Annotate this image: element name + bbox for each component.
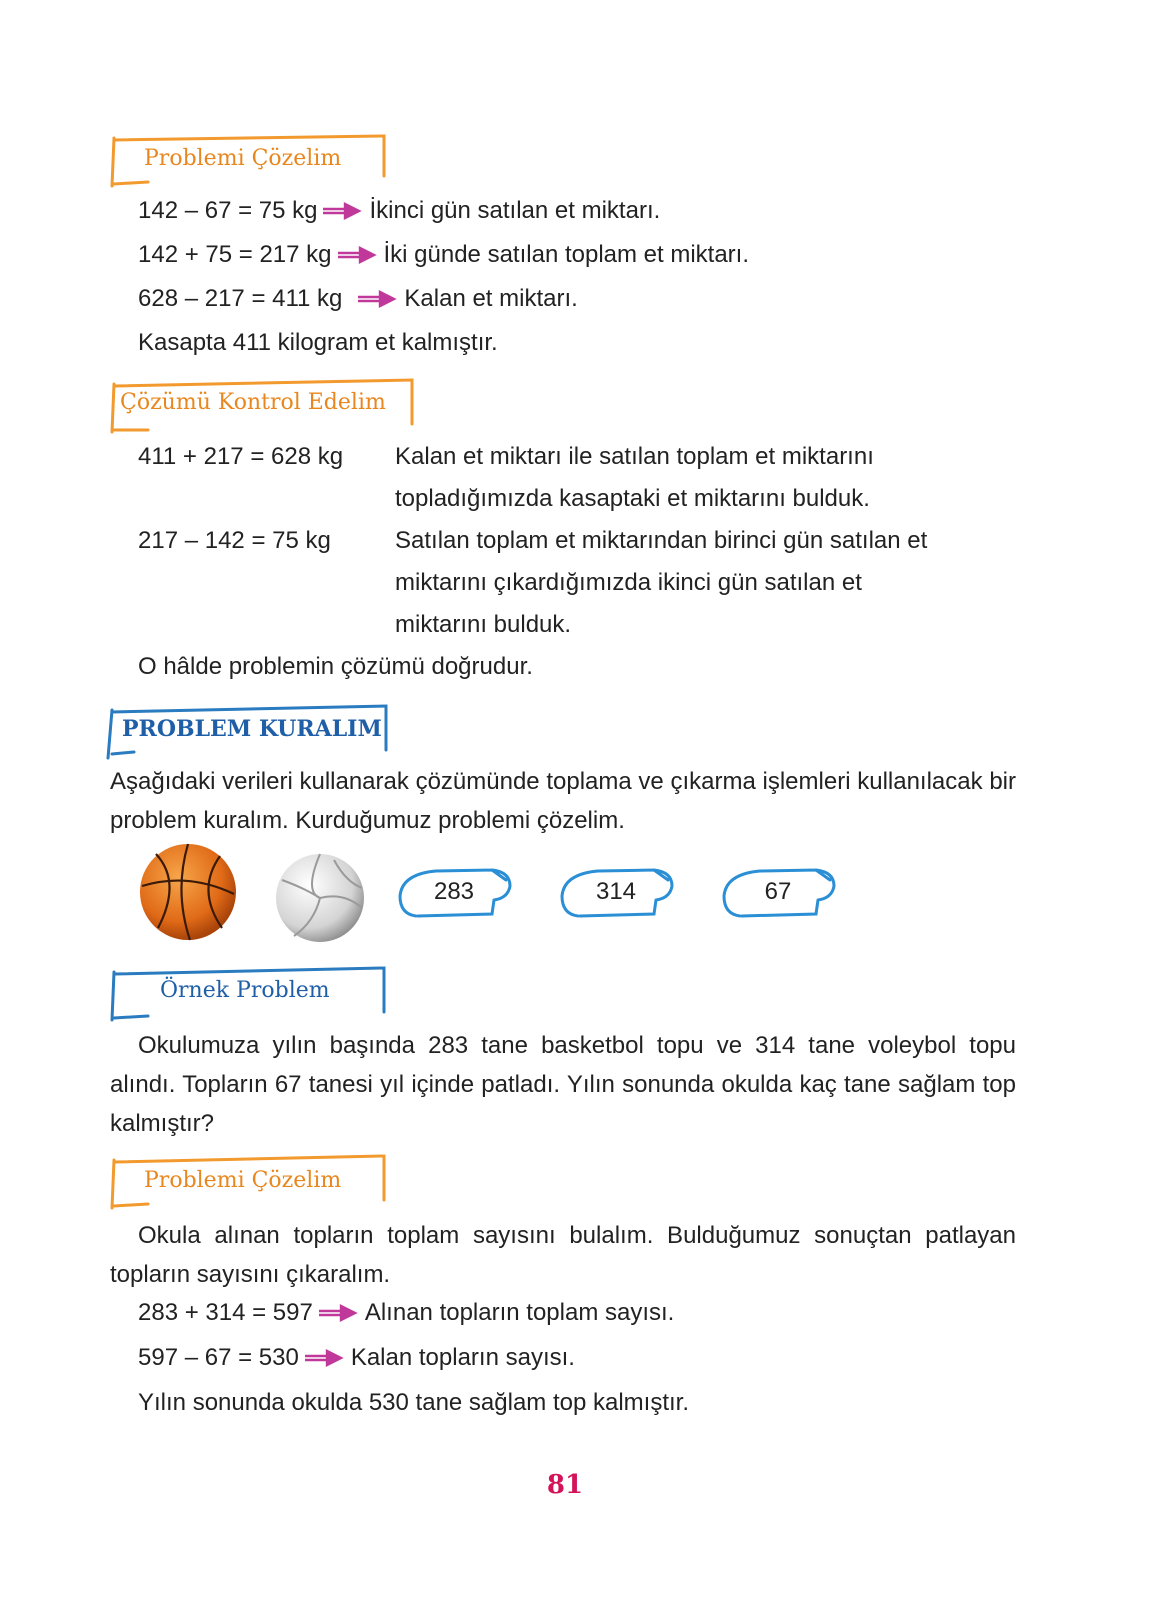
section-title: Örnek Problem bbox=[160, 978, 330, 1003]
build-instructions: Aşağıdaki verileri kullanarak çözümünde toplama ve çıkarma işlemleri kullanılacak bir problem kuralım. Kurduğumuz problemi çözelim. bbox=[110, 768, 1016, 834]
check-conclusion: O hâlde problemin çözümü doğrudur. bbox=[138, 653, 533, 680]
number-card bbox=[720, 866, 836, 918]
example-problem-text: Okulumuza yılın başında 283 tane basketbol topu ve 314 tane voleybol topu alındı. Topların 67 tanesi yıl içinde patladı. Yılın sonunda okulda kaç tane sağlam top kalmıştır? bbox=[110, 1032, 1016, 1137]
arrow-icon bbox=[321, 201, 363, 221]
equation-description: İki günde satılan toplam et miktarı. bbox=[383, 241, 750, 268]
check-equation: 217 – 142 = 75 kg bbox=[138, 527, 331, 554]
number-card bbox=[558, 866, 674, 918]
arrow-icon bbox=[317, 1303, 359, 1323]
equation: 142 + 75 = 217 kg bbox=[138, 241, 332, 268]
section-tab-solve bbox=[108, 1150, 388, 1212]
section-title: Problemi Çözelim bbox=[144, 1168, 342, 1193]
equation: 283 + 314 = 597 bbox=[138, 1299, 313, 1326]
arrow-icon bbox=[356, 289, 398, 309]
equation-description: Kalan et miktarı. bbox=[404, 285, 578, 312]
section-title: Çözümü Kontrol Edelim bbox=[120, 390, 386, 415]
basketball-icon bbox=[138, 842, 238, 942]
equation-row bbox=[138, 196, 660, 226]
check-explanation-line: miktarını bulduk. bbox=[395, 611, 572, 638]
page-number: 81 bbox=[546, 1470, 584, 1500]
equation: 142 – 67 = 75 kg bbox=[138, 197, 318, 224]
equation-row bbox=[138, 1298, 674, 1328]
check-explanation-line: miktarını çıkardığımızda ikinci gün satılan et bbox=[395, 569, 862, 596]
section-title: PROBLEM KURALIM bbox=[122, 716, 382, 742]
volleyball-icon bbox=[274, 852, 366, 944]
section-title: Problemi Çözelim bbox=[144, 146, 342, 171]
equation-row bbox=[138, 284, 578, 314]
section-tab-check bbox=[108, 374, 418, 436]
equation-row bbox=[138, 240, 749, 270]
equation: 597 – 67 = 530 bbox=[138, 1344, 299, 1371]
arrow-icon bbox=[336, 245, 378, 265]
equation-description: Alınan topların toplam sayısı. bbox=[364, 1299, 675, 1326]
equation-description: İkinci gün satılan et miktarı. bbox=[369, 197, 661, 224]
equation-row bbox=[138, 1343, 575, 1373]
check-explanation-line: Satılan toplam et miktarından birinci gün satılan et bbox=[395, 527, 928, 554]
number-value: 67 bbox=[764, 878, 792, 905]
number-value: 283 bbox=[433, 878, 475, 905]
check-explanation-line: topladığımızda kasaptaki et miktarını bulduk. bbox=[395, 485, 870, 512]
section-tab-solve bbox=[108, 130, 388, 190]
section-tab-example bbox=[108, 962, 388, 1024]
arrow-icon bbox=[303, 1348, 345, 1368]
equation-description: Kalan topların sayısı. bbox=[350, 1344, 575, 1371]
solution-conclusion: Yılın sonunda okulda 530 tane sağlam top kalmıştır. bbox=[138, 1389, 690, 1416]
solution-conclusion: Kasapta 411 kilogram et kalmıştır. bbox=[138, 329, 498, 356]
check-explanation-line: Kalan et miktarı ile satılan toplam et miktarını bbox=[395, 443, 874, 470]
check-equation: 411 + 217 = 628 kg bbox=[138, 443, 344, 470]
number-value: 314 bbox=[595, 878, 637, 905]
number-card bbox=[396, 866, 512, 918]
equation: 628 – 217 = 411 kg bbox=[138, 285, 343, 312]
section-tab-build bbox=[104, 700, 394, 762]
solution-intro: Okula alınan topların toplam sayısını bulalım. Bulduğumuz sonuçtan patlayan topların sayısını çıkaralım. bbox=[110, 1222, 1016, 1288]
